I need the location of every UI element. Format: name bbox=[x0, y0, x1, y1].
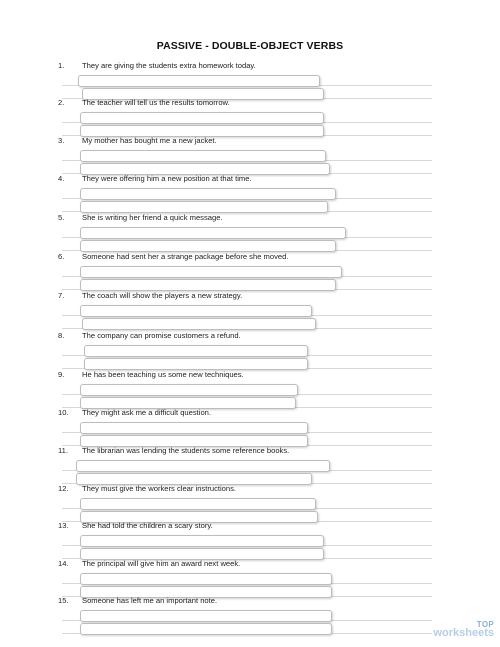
item-number: 5. bbox=[58, 213, 65, 222]
worksheet-title: PASSIVE - DOUBLE-OBJECT VERBS bbox=[156, 40, 344, 52]
item-prompt: The librarian was lending the students some reference books. bbox=[82, 446, 290, 455]
item-prompt: He has been teaching us some new techniques. bbox=[82, 370, 244, 379]
item-prompt: Someone had sent her a strange package before she moved. bbox=[82, 252, 289, 261]
item-prompt: They were offering him a new position at that time. bbox=[82, 174, 252, 183]
item-number: 2. bbox=[58, 98, 65, 107]
item-number: 1. bbox=[58, 61, 65, 70]
logo-line-worksheets: worksheets bbox=[433, 627, 494, 639]
item-number: 6. bbox=[58, 252, 65, 261]
answer-input[interactable] bbox=[84, 358, 308, 370]
item-prompt: The company can promise customers a refund. bbox=[82, 331, 241, 340]
answer-input[interactable] bbox=[80, 112, 324, 124]
answer-input[interactable] bbox=[82, 318, 316, 330]
item-number: 12. bbox=[58, 484, 69, 493]
item-number: 4. bbox=[58, 174, 65, 183]
logo-line-top: TOP bbox=[476, 620, 494, 629]
item-number: 14. bbox=[58, 559, 69, 568]
answer-input[interactable] bbox=[80, 240, 336, 252]
answer-input[interactable] bbox=[80, 266, 342, 278]
answer-input[interactable] bbox=[80, 279, 336, 291]
answer-input[interactable] bbox=[80, 305, 312, 317]
item-number: 9. bbox=[58, 370, 65, 379]
item-prompt: She is writing her friend a quick message. bbox=[82, 213, 223, 222]
item-prompt: She had told the children a scary story. bbox=[82, 521, 213, 530]
item-prompt: They are giving the students extra homework today. bbox=[82, 61, 256, 70]
answer-input[interactable] bbox=[84, 345, 308, 357]
answer-input[interactable] bbox=[80, 384, 298, 396]
item-prompt: They might ask me a difficult question. bbox=[82, 408, 212, 417]
answer-input[interactable] bbox=[80, 573, 332, 585]
item-prompt: Someone has left me an important note. bbox=[82, 596, 218, 605]
answer-input[interactable] bbox=[80, 422, 308, 434]
item-number: 8. bbox=[58, 331, 65, 340]
topworksheets-logo bbox=[433, 620, 494, 639]
item-number: 7. bbox=[58, 291, 65, 300]
item-number: 10. bbox=[58, 408, 69, 417]
answer-input[interactable] bbox=[78, 75, 320, 87]
item-prompt: The teacher will tell us the results tomorrow. bbox=[82, 98, 230, 107]
item-number: 11. bbox=[58, 446, 68, 455]
item-number: 13. bbox=[58, 521, 69, 530]
answer-input[interactable] bbox=[80, 623, 332, 635]
answer-input[interactable] bbox=[80, 188, 336, 200]
item-prompt: They must give the workers clear instructions. bbox=[82, 484, 237, 493]
answer-input[interactable] bbox=[80, 498, 316, 510]
item-prompt: The coach will show the players a new strategy. bbox=[82, 291, 243, 300]
item-number: 15. bbox=[58, 596, 69, 605]
item-prompt: My mother has bought me a new jacket. bbox=[82, 136, 217, 145]
answer-input[interactable] bbox=[80, 610, 332, 622]
item-prompt: The principal will give him an award next week. bbox=[82, 559, 241, 568]
answer-input[interactable] bbox=[80, 150, 326, 162]
answer-input[interactable] bbox=[80, 227, 346, 239]
answer-input[interactable] bbox=[80, 201, 328, 213]
answer-input[interactable] bbox=[76, 460, 330, 472]
answer-input[interactable] bbox=[80, 535, 324, 547]
item-number: 3. bbox=[58, 136, 65, 145]
